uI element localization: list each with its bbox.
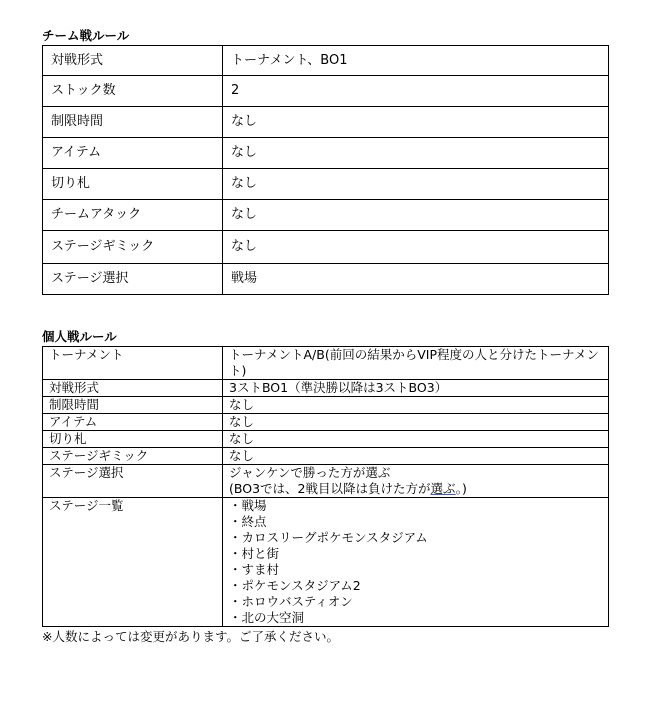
table-row — [43, 231, 609, 264]
rule-value: 3ストBO1（準決勝以降は3ストBO3） — [223, 380, 609, 397]
rule-value: なし — [223, 107, 609, 138]
rule-value: 戦場 — [223, 264, 609, 295]
list-item: ・カロスリーグポケモンスタジアム — [229, 530, 428, 545]
rule-label: ステージ一覧 — [43, 498, 223, 627]
rule-label: ステージギミック — [43, 231, 223, 264]
list-item: ・北の大空洞 — [229, 610, 305, 625]
rule-label: トーナメント — [43, 347, 223, 380]
table-row — [43, 169, 609, 200]
rule-label: 制限時間 — [43, 107, 223, 138]
stage-select-note-prefix: (BO3では、2戦目以降は負けた方が — [229, 481, 431, 496]
rule-value — [223, 465, 609, 498]
rule-value: なし — [223, 414, 609, 431]
rule-label: ストック数 — [43, 76, 223, 107]
rule-value: なし — [223, 200, 609, 231]
list-item: ・戦場 — [229, 498, 267, 513]
stage-select-note-suffix: 。) — [455, 481, 467, 496]
table-row — [43, 498, 609, 627]
table-row — [43, 397, 609, 414]
rule-value: なし — [223, 169, 609, 200]
stage-list — [229, 498, 602, 626]
rule-value: なし — [223, 431, 609, 448]
team-rules-title: チーム戦ルール — [42, 28, 130, 43]
list-item: ・ポケモンスタジアム2 — [229, 578, 361, 593]
table-row — [43, 200, 609, 231]
rule-label: 切り札 — [43, 169, 223, 200]
rule-label: 切り札 — [43, 431, 223, 448]
table-row — [43, 138, 609, 169]
rule-value — [223, 498, 609, 627]
rule-value: なし — [223, 397, 609, 414]
list-item: ・終点 — [229, 514, 267, 529]
rule-label: 制限時間 — [43, 397, 223, 414]
table-row — [43, 76, 609, 107]
rule-value: なし — [223, 231, 609, 264]
list-item: ・すま村 — [229, 562, 280, 577]
stage-select-note-underlined: 選ぶ — [430, 481, 456, 496]
rule-value: トーナメントA/B(前回の結果からVIP程度の人と分けたトーナメント) — [223, 347, 609, 380]
rule-label: アイテム — [43, 138, 223, 169]
rule-label: 対戦形式 — [43, 380, 223, 397]
footer-note: ※人数によっては変更があります。ご了承ください。 — [42, 629, 339, 644]
table-row — [43, 107, 609, 138]
rule-value: なし — [223, 448, 609, 465]
list-item: ・ホロウバスティオン — [229, 594, 353, 609]
rule-value: トーナメント、BO1 — [223, 46, 609, 76]
stage-select-line: ジャンケンで勝った方が選ぶ — [229, 465, 391, 480]
rule-label: 対戦形式 — [43, 46, 223, 76]
team-rules-table — [42, 45, 609, 295]
table-row — [43, 46, 609, 76]
rule-value: なし — [223, 138, 609, 169]
stage-select-note — [229, 481, 602, 497]
rule-label: ステージギミック — [43, 448, 223, 465]
rule-label: チームアタック — [43, 200, 223, 231]
table-row — [43, 431, 609, 448]
individual-rules-title: 個人戦ルール — [42, 329, 117, 344]
rule-label: アイテム — [43, 414, 223, 431]
table-row — [43, 264, 609, 295]
table-row — [43, 448, 609, 465]
rule-label: ステージ選択 — [43, 264, 223, 295]
table-row — [43, 380, 609, 397]
table-row — [43, 465, 609, 498]
rule-value: 2 — [223, 76, 609, 107]
rule-label: ステージ選択 — [43, 465, 223, 498]
list-item: ・村と街 — [229, 546, 280, 561]
table-row — [43, 347, 609, 380]
individual-rules-table — [42, 346, 609, 627]
table-row — [43, 414, 609, 431]
